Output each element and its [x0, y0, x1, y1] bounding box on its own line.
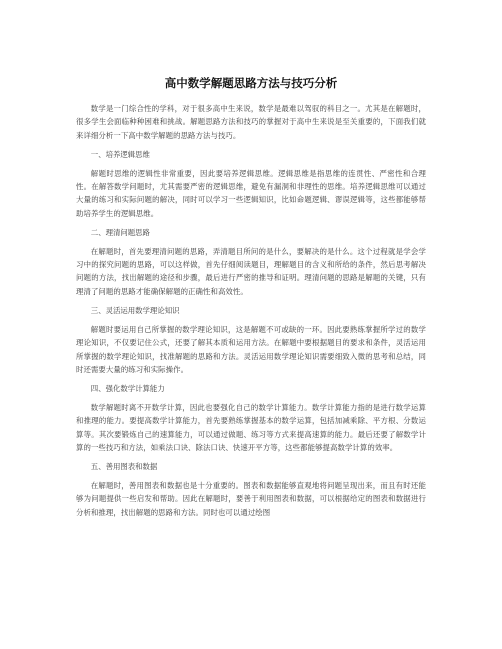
section-heading-1: 一、培养逻辑思维	[90, 150, 150, 160]
document-title: 高中数学解题思路方法与技巧分析	[164, 76, 338, 90]
section-body-3: 解题时要运用自己所掌握的数学理论知识，这是解题不可或缺的一环。因此要熟练掌握所学过的数学理论知识，不仅要记住公式，还要了解其本质和运用方法。在解题中要根据题目的要求和条件，灵活运用所掌握的数学理论知识，找准解题的思路和方法。灵活运用数学理论知识需要细致入微的思考和总结，同时还需要大量的练习和实际操作。	[76, 324, 426, 374]
section-body-1: 解题时思维的逻辑性非常重要，因此要培养逻辑思维。逻辑思维是指思维的连贯性、严密性和合理性。在解答数学问题时，尤其需要严密的逻辑思维，避免有漏洞和非理性的思维。培养逻辑思维可以通过大量的练习和实际问题的解决，同时可以学习一些逻辑知识，比如命题逻辑、谬误逻辑等，这些都能够帮助培养学生的逻辑思维。	[76, 168, 426, 218]
section-body-4: 数学解题时离不开数学计算，因此也要强化自己的数学计算能力。数学计算能力指的是进行数学运算和推理的能力。要提高数学计算能力，首先要熟练掌握基本的数学运算，包括加减乘除、平方根、分数运算等。其次要锻炼自己的速算能力，可以通过做题、练习等方式来提高速算的能力。最后还要了解数学计算的一些技巧和方法，如乘法口诀、除法口诀、快速开平方等，这些都能够提高数学计算的效率。	[76, 402, 426, 452]
section-heading-3: 三、灵活运用数学理论知识	[90, 306, 180, 316]
section-heading-4: 四、强化数学计算能力	[90, 384, 165, 394]
intro-paragraph: 数学是一门综合性的学科，对于很多高中生来说，数学是最难以驾驭的科目之一。尤其是在解题时，很多学生会面临种种困难和挑战。解题思路方法和技巧的掌握对于高中生来说是至关重要的，下面我们就来详细分析一下高中数学解题的思路方法与技巧。	[76, 104, 426, 140]
section-body-5: 在解题时，善用图表和数据也是十分重要的。图表和数据能够直观地将问题呈现出来，而且有时还能够为问题提供一些启发和帮助。因此在解题时，要善于利用图表和数据，可以根据给定的图表和数据进行分析和推理，找出解题的思路和方法。同时也可以通过绘图	[76, 480, 426, 517]
section-heading-2: 二、理清问题思路	[90, 228, 150, 238]
section-heading-5: 五、善用图表和数据	[90, 462, 158, 472]
section-body-2: 在解题时，首先要理清问题的思路，弄清题目所问的是什么，要解决的是什么。这个过程就是学会学习中的探究问题的思路，可以这样做，首先仔细阅读题目，理解题目的含义和所给的条件，然后思考解决问题的方法，找出解题的途径和步骤，最后进行严密的推导和证明。理清问题的思路是解题的关键，只有理清了问题的思路才能确保解题的正确性和高效性。	[76, 246, 426, 296]
